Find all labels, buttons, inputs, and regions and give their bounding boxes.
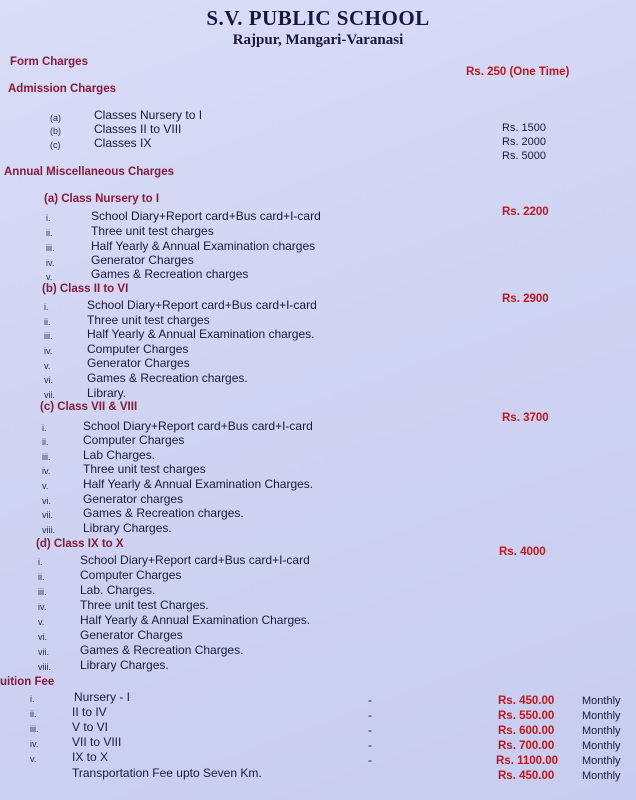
tuition-amount: Rs. 600.00 (498, 725, 555, 737)
list-item: Games & Recreation Charges. (80, 643, 244, 657)
list-num: i. (46, 213, 51, 223)
list-num: iv. (38, 602, 47, 612)
list-item: Lab. Charges. (80, 583, 156, 597)
list-num: iv. (42, 466, 51, 476)
list-item: Lab Charges. (83, 448, 156, 462)
admission-item-num: (b) (50, 126, 61, 136)
list-num: ii. (44, 317, 51, 327)
tuition-dash: - (368, 753, 372, 767)
tuition-amount: Rs. 700.00 (498, 740, 555, 752)
tuition-period: Monthly (582, 695, 621, 707)
list-num: vii. (44, 390, 55, 400)
list-item: Generator Charges (87, 356, 190, 370)
list-num: ii. (38, 572, 45, 582)
tuition-amount: Rs. 550.00 (498, 710, 555, 722)
tuition-period: Monthly (582, 725, 621, 737)
list-item: Computer Charges (83, 433, 185, 447)
tuition-period: Monthly (582, 710, 621, 722)
list-num: i. (44, 302, 49, 312)
list-num: v. (42, 481, 49, 491)
list-num: i. (38, 557, 43, 567)
list-item: Computer Charges (87, 342, 189, 356)
list-item: Computer Charges (80, 568, 182, 582)
list-num: iv. (44, 346, 53, 356)
transport-fee-period: Monthly (582, 770, 621, 782)
list-num: viii. (38, 662, 51, 672)
list-item: School Diary+Report card+Bus card+I-card (91, 209, 321, 223)
list-item: Library Charges. (80, 658, 169, 672)
list-num: viii. (42, 525, 55, 535)
list-item: Generator Charges (91, 253, 194, 267)
admission-item-num: (c) (50, 140, 61, 150)
list-item: Half Yearly & Annual Examination Charges. (80, 613, 311, 627)
tuition-num: iii. (30, 724, 39, 734)
tuition-period: Monthly (582, 755, 621, 767)
list-num: ii. (42, 437, 49, 447)
annual-charges-label: Annual Miscellaneous Charges (4, 166, 174, 178)
tuition-amount: Rs. 1100.00 (496, 755, 559, 767)
class-group-title: (a) Class Nursery to I (44, 193, 160, 205)
school-title: S.V. PUBLIC SCHOOL (206, 6, 430, 30)
admission-item-text: Classes II to VIII (94, 122, 182, 136)
tuition-dash: - (368, 693, 372, 707)
list-num: vi. (44, 375, 53, 385)
admission-amount: Rs. 1500 (502, 122, 547, 134)
list-num: i. (42, 423, 47, 433)
tuition-num: v. (30, 754, 37, 764)
tuition-num: iv. (30, 739, 39, 749)
list-item: Half Yearly & Annual Examination Charges. (83, 477, 314, 491)
list-item: Three unit test charges (91, 224, 214, 238)
list-item: Generator charges (83, 492, 184, 506)
list-num: ii. (46, 228, 53, 238)
tuition-num: ii. (30, 709, 37, 719)
class-group-title: (d) Class IX to X (36, 538, 124, 550)
list-num: v. (38, 617, 45, 627)
admission-amount: Rs. 2000 (502, 136, 547, 148)
list-item: Games & Recreation charges. (83, 506, 244, 520)
tuition-class: II to IV (72, 705, 107, 719)
list-item: Games & Recreation charges (91, 267, 249, 281)
tuition-class: V to VI (72, 720, 109, 734)
list-item: School Diary+Report card+Bus card+I-card (87, 298, 317, 312)
tuition-class: IX to X (72, 750, 109, 764)
class-group-amount: Rs. 3700 (502, 412, 549, 424)
list-item: Library Charges. (83, 521, 172, 535)
tuition-amount: Rs. 450.00 (498, 695, 555, 707)
list-item: Library. (87, 386, 127, 400)
list-num: iii. (42, 452, 51, 462)
class-group-amount: Rs. 4000 (499, 546, 546, 558)
transport-fee-amount: Rs. 450.00 (498, 770, 555, 782)
transport-fee-label: Transportation Fee upto Seven Km. (72, 766, 262, 780)
list-num: vi. (42, 496, 51, 506)
list-num: iv. (46, 258, 55, 268)
list-item: School Diary+Report card+Bus card+I-card (80, 553, 310, 567)
list-num: v. (44, 361, 51, 371)
list-item: Half Yearly & Annual Examination charges. (87, 327, 315, 341)
admission-amount: Rs. 5000 (502, 150, 547, 162)
tuition-dash: - (368, 723, 372, 737)
tuition-class: VII to VIII (72, 735, 122, 749)
class-group-title: (c) Class VII & VIII (40, 401, 138, 413)
list-item: Games & Recreation charges. (87, 371, 248, 385)
list-item: School Diary+Report card+Bus card+I-card (83, 419, 313, 433)
form-charges-label: Form Charges (10, 56, 88, 68)
form-charges-amount: Rs. 250 (One Time) (466, 66, 570, 78)
admission-item-text: Classes IX (94, 136, 152, 150)
list-num: vii. (42, 510, 53, 520)
school-address: Rajpur, Mangari-Varanasi (232, 32, 404, 48)
class-group-title: (b) Class II to VI (42, 283, 129, 295)
list-item: Generator Charges (80, 628, 183, 642)
tuition-num: i. (30, 694, 35, 704)
admission-item-text: Classes Nursery to I (94, 108, 203, 122)
list-num: iii. (46, 243, 55, 253)
list-num: vii. (38, 647, 49, 657)
tuition-dash: - (368, 708, 372, 722)
list-num: vi. (38, 632, 47, 642)
list-item: Three unit test charges (83, 462, 206, 476)
tuition-dash: - (368, 738, 372, 752)
tuition-period: Monthly (582, 740, 621, 752)
list-num: v. (46, 272, 53, 282)
class-group-amount: Rs. 2900 (502, 293, 549, 305)
class-group-amount: Rs. 2200 (502, 206, 549, 218)
list-num: iii. (44, 331, 53, 341)
tuition-class: Nursery - I (74, 690, 131, 704)
tuition-fee-label: uition Fee (0, 676, 55, 688)
admission-item-num: (a) (50, 113, 61, 123)
list-item: Three unit test charges (87, 313, 210, 327)
list-item: Three unit test Charges. (80, 598, 209, 612)
list-num: iii. (38, 587, 47, 597)
admission-charges-label: Admission Charges (8, 83, 116, 95)
list-item: Half Yearly & Annual Examination charges (91, 239, 316, 253)
